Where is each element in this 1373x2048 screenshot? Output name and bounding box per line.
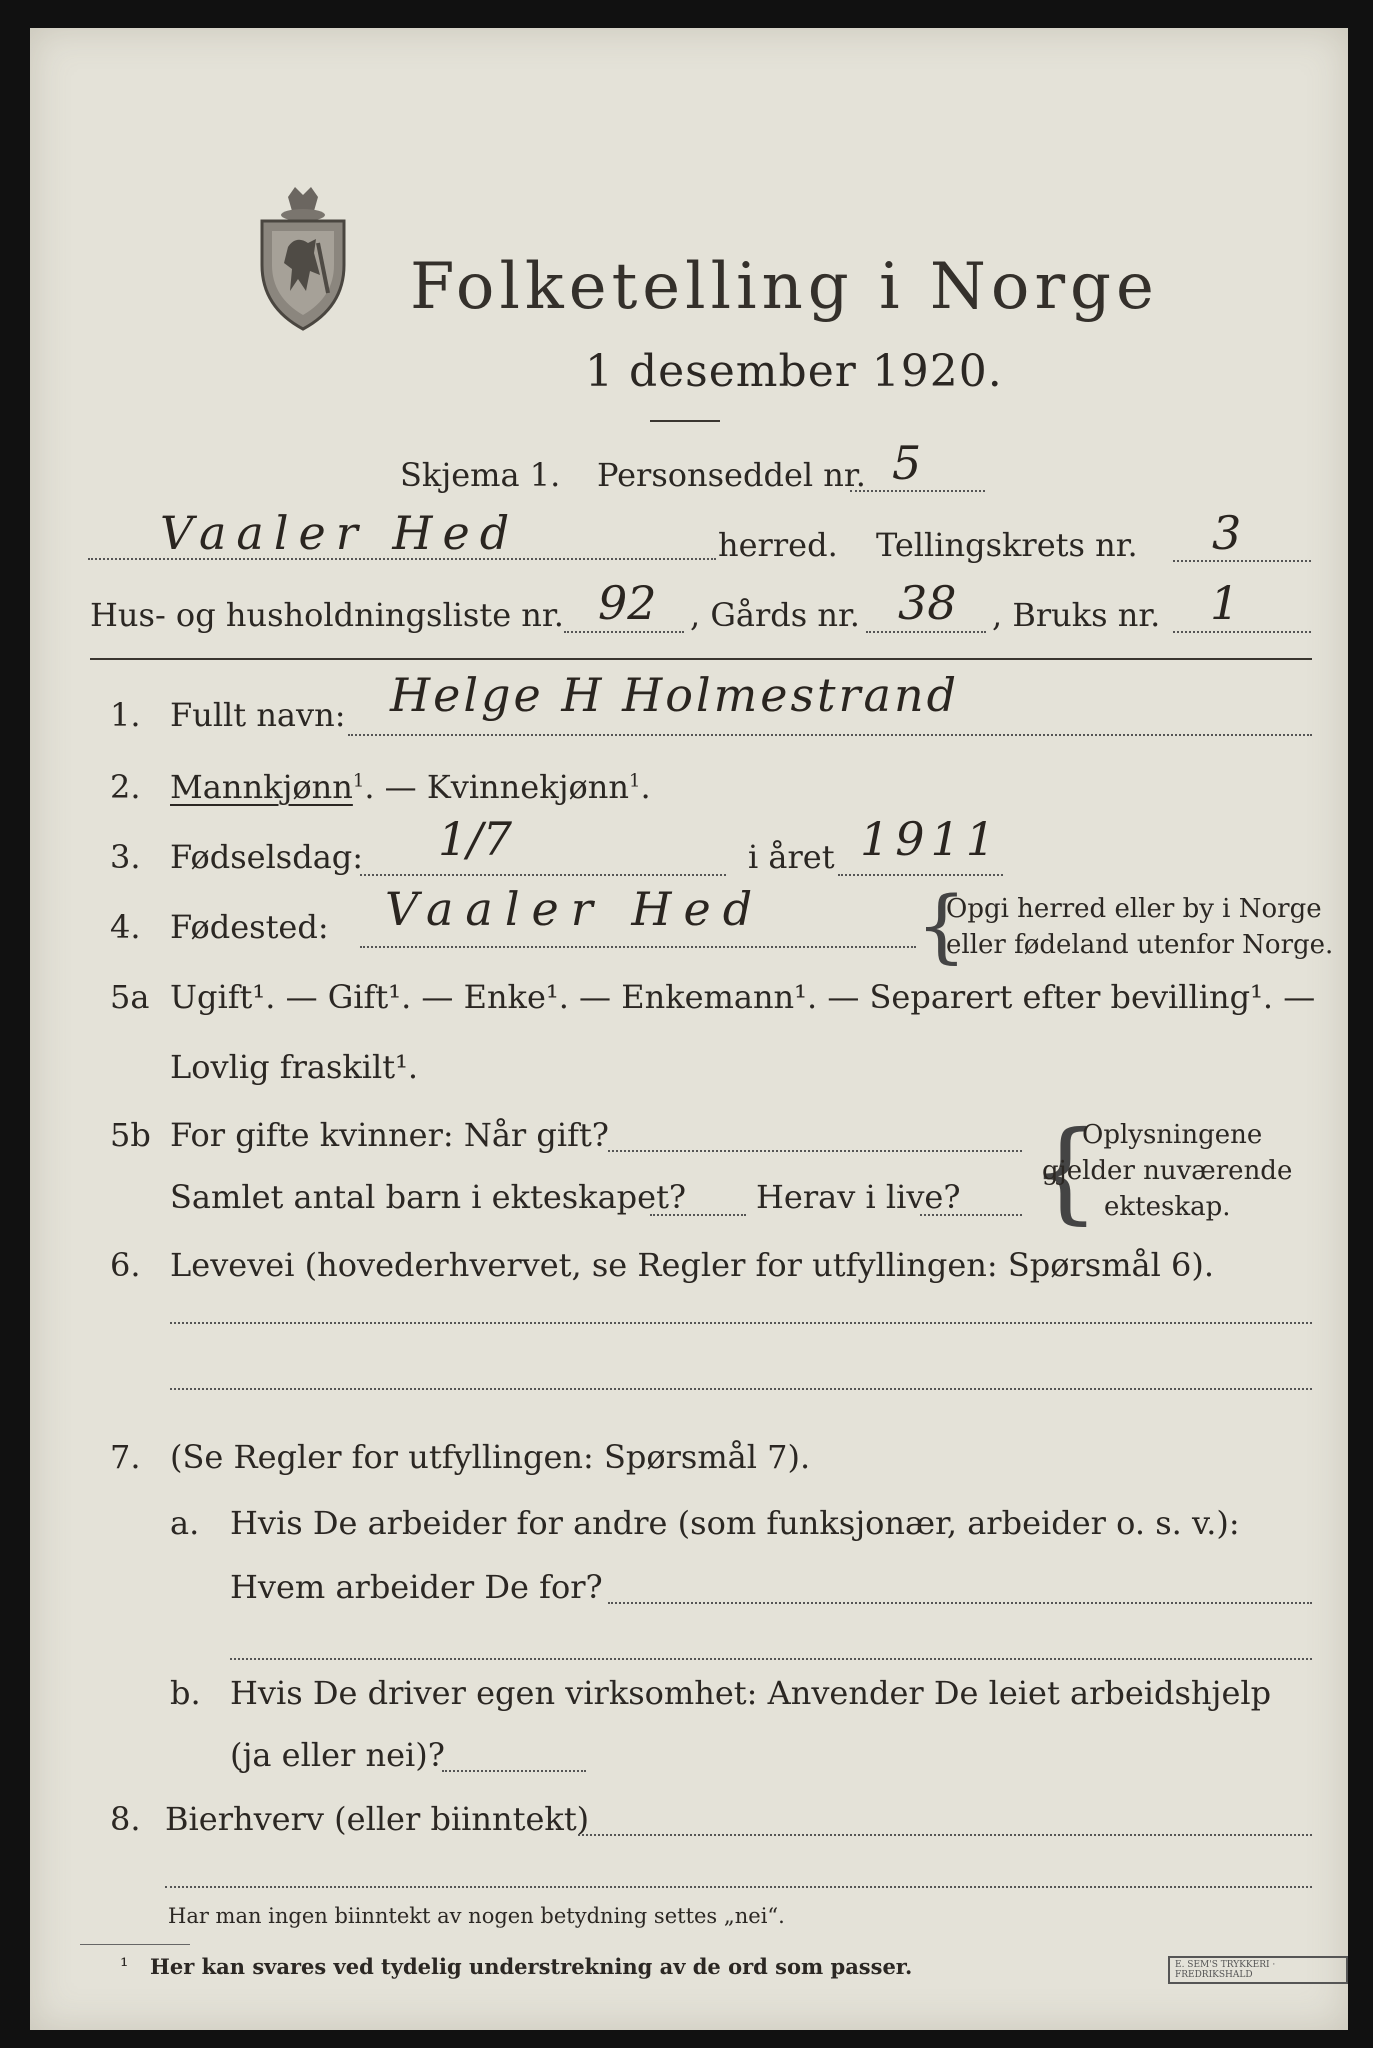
q2-number: 2. [110, 768, 141, 806]
bruks-value: 1 [1210, 576, 1240, 630]
q3-year-label: i året [748, 838, 835, 876]
q6-field-1[interactable] [170, 1322, 1312, 1324]
q7b-number: b. [170, 1674, 201, 1712]
q8-field-2[interactable] [165, 1886, 1312, 1888]
q2-separator: . — [364, 768, 427, 806]
q4-field[interactable] [360, 946, 916, 948]
husliste-field[interactable] [564, 631, 684, 633]
personseddel-field[interactable] [850, 490, 985, 492]
gards-value: 38 [898, 576, 957, 630]
q7-number: 7. [110, 1438, 141, 1476]
q4-note-line2: eller fødeland utenfor Norge. [946, 930, 1334, 960]
q7a-line1: Hvis De arbeider for andre (som funksjonær, arbeider o. s. v.): [230, 1504, 1240, 1542]
q5b-note-brace: { [1030, 1107, 1100, 1235]
q3-year-value: 1911 [860, 812, 1002, 866]
herred-value: Vaaler Hed [160, 506, 520, 560]
q7b-field[interactable] [442, 1770, 586, 1772]
q5a-options[interactable]: Ugift¹. — Gift¹. — Enke¹. — Enkemann¹. — Separert efter bevilling¹. — [170, 978, 1316, 1016]
census-form [30, 28, 1348, 2030]
q1-number: 1. [110, 696, 141, 734]
q7a-field-1[interactable] [608, 1602, 1312, 1604]
bruks-label: , Bruks nr. [992, 596, 1161, 634]
q5a-number: 5a [110, 978, 150, 1016]
q2-end: . [640, 768, 651, 806]
herred-label: herred. [718, 526, 838, 564]
q8-field-1[interactable] [578, 1834, 1312, 1836]
form-title: Folketelling i Norge [410, 250, 1159, 324]
form-date: 1 desember 1920. [585, 346, 1003, 397]
husliste-label: Hus- og husholdningsliste nr. [90, 596, 564, 634]
q7b-line2: (ja eller nei)? [230, 1736, 445, 1774]
q2-female-option[interactable]: Kvinnekjønn [426, 768, 629, 806]
q2-female-footnote: 1 [629, 770, 641, 792]
header-divider [90, 658, 1312, 660]
q4-note-line1: Opgi herred eller by i Norge [946, 894, 1322, 924]
footnote-text: Her kan svares ved tydelig understrekning av de ord som passer. [150, 1954, 913, 1979]
title-divider [650, 420, 720, 422]
q6-label: Levevei (hovederhvervet, se Regler for utfyllingen: Spørsmål 6). [170, 1246, 1215, 1284]
q8-note: Har man ingen biinntekt av nogen betydning settes „nei“. [168, 1904, 785, 1928]
q3-day-field[interactable] [360, 874, 726, 876]
q5b-alive-field[interactable] [920, 1214, 1022, 1216]
personseddel-value: 5 [892, 436, 922, 490]
q6-field-2[interactable] [170, 1388, 1312, 1390]
q2-male-footnote: 1 [352, 770, 365, 792]
bruks-field[interactable] [1173, 631, 1311, 633]
husliste-value: 92 [598, 576, 657, 630]
gards-label: , Gårds nr. [690, 596, 860, 634]
q5b-note-line3: ekteskap. [1104, 1192, 1231, 1222]
q4-note-brace: { [916, 879, 967, 972]
q8-label: Bierhverv (eller biinntekt) [165, 1800, 590, 1838]
printer-stamp: E. SEM'S TRYKKERI · FREDRIKSHALD [1168, 1956, 1348, 1984]
q5b-children-label: Samlet antal barn i ekteskapet? [170, 1178, 687, 1216]
q7-label: (Se Regler for utfyllingen: Spørsmål 7). [170, 1438, 811, 1476]
herred-field[interactable] [88, 558, 716, 560]
q2-male-option[interactable]: Mannkjønn [170, 768, 353, 806]
q2-options [170, 768, 651, 806]
q5b-number: 5b [110, 1116, 151, 1154]
q4-label: Fødested: [170, 908, 329, 946]
q4-number: 4. [110, 908, 141, 946]
q4-value: Vaaler Hed [385, 882, 765, 936]
tellingskrets-label: Tellingskrets nr. [876, 526, 1138, 564]
q3-number: 3. [110, 838, 141, 876]
q3-value: 1/7 [438, 812, 513, 866]
q5b-when-married-field[interactable] [608, 1150, 1022, 1152]
q5a-options-cont[interactable]: Lovlig fraskilt¹. [170, 1048, 419, 1086]
skjema-label: Skjema 1. [400, 456, 561, 494]
personseddel-label: Personseddel nr. [597, 456, 866, 494]
q3-year-field[interactable] [838, 874, 1003, 876]
q7a-line2: Hvem arbeider De for? [230, 1568, 603, 1606]
q5b-note-line1: Oplysningene [1082, 1120, 1263, 1150]
q3-label: Fødselsdag: [170, 838, 364, 876]
q6-number: 6. [110, 1246, 141, 1284]
q1-label: Fullt navn: [170, 696, 346, 734]
gards-field[interactable] [866, 631, 986, 633]
tellingskrets-field[interactable] [1173, 560, 1311, 562]
footnote-mark: ¹ [120, 1954, 129, 1978]
coat-of-arms-icon [248, 183, 358, 333]
q5b-children-field[interactable] [650, 1214, 746, 1216]
q1-value: Helge H Holmestrand [390, 668, 960, 722]
footnote-divider [80, 1944, 190, 1945]
q5b-when-married-label: For gifte kvinner: Når gift? [170, 1116, 609, 1154]
q7a-number: a. [170, 1504, 200, 1542]
q8-number: 8. [110, 1800, 141, 1838]
q7b-line1: Hvis De driver egen virksomhet: Anvender De leiet arbeidshjelp [230, 1674, 1272, 1712]
q5b-alive-label: Herav i live? [756, 1178, 961, 1216]
q1-field[interactable] [348, 734, 1312, 736]
q7a-field-2[interactable] [230, 1658, 1312, 1660]
q5b-note-line2: gjelder nuværende [1042, 1156, 1293, 1186]
tellingskrets-value: 3 [1212, 506, 1242, 560]
